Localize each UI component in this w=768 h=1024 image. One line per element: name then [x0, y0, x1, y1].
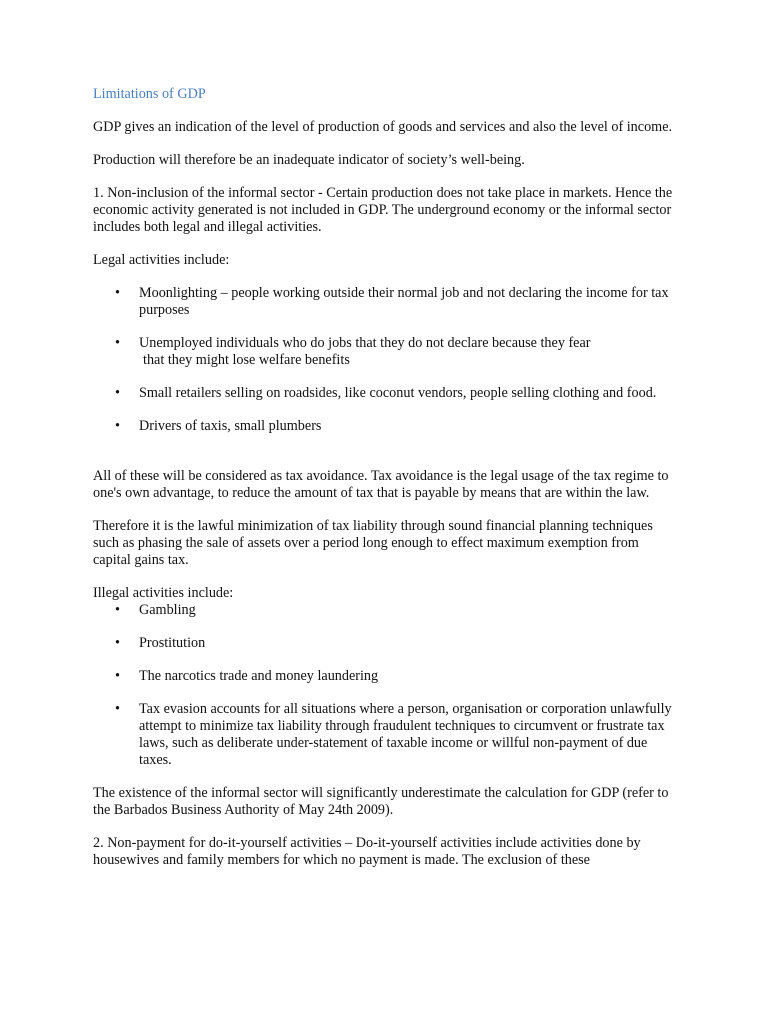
paragraph-informal-underestimate: The existence of the informal sector will significantly underestimate the calculation for GDP (refer to the Barbados Business Authority of May 24th 2009). [93, 785, 669, 818]
paragraph-production-indicator: Production will therefore be an inadequate indicator of society’s well-being. [93, 152, 525, 168]
paragraph-gdp-indication: GDP gives an indication of the level of production of goods and services and also the level of income. [93, 119, 673, 135]
paragraph-informal-sector: 1. Non-inclusion of the informal sector - Certain production does not take place in markets. Hence the economic activity generated is not included in GDP. The underground economy or the informal sector includes both legal and illegal activities. [93, 185, 673, 235]
paragraph-tax-avoidance: All of these will be considered as tax avoidance. Tax avoidance is the legal usage of the tax regime to one's own advantage, to reduce the amount of tax that is payable by means that are within the law. [93, 468, 669, 501]
list-item: • Prostitution [93, 635, 676, 652]
paragraph-lawful-minimization: Therefore it is the lawful minimization of tax liability through sound financial planning techniques such as phasing the sale of assets over a period long enough to effect maximum exemption from capital gains tax. [93, 518, 653, 568]
legal-activities-heading: Legal activities include: [93, 252, 230, 268]
illegal-activities-heading: Illegal activities include: [93, 585, 234, 601]
list-item-line: Unemployed individuals who do jobs that they do not declare because they fear [139, 335, 591, 351]
list-item: • Gambling [93, 602, 676, 619]
list-item: • The narcotics trade and money laundering [93, 668, 676, 685]
legal-activities-list [93, 285, 676, 435]
section-title: Limitations of GDP [93, 86, 206, 102]
list-item: • Moonlighting – people working outside their normal job and not declaring the income for tax purposes [93, 285, 676, 319]
list-item: • Tax evasion accounts for all situations where a person, organisation or corporation unlawfully attempt to minimize tax liability through fraudulent techniques to circumvent or frustrate tax laws, such as deliberate under-statement of taxable income or willful non-payment of due taxes. [93, 701, 676, 769]
list-item: • Small retailers selling on roadsides, like coconut vendors, people selling clothing and food. [93, 385, 676, 402]
list-item: • Drivers of taxis, small plumbers [93, 418, 676, 435]
list-item [93, 335, 676, 369]
illegal-activities-list [93, 602, 676, 769]
list-item-line: that they might lose welfare benefits [143, 352, 350, 368]
paragraph-do-it-yourself: 2. Non-payment for do-it-yourself activities – Do-it-yourself activities include activities done by housewives and family members for which no payment is made. The exclusion of these [93, 835, 641, 868]
